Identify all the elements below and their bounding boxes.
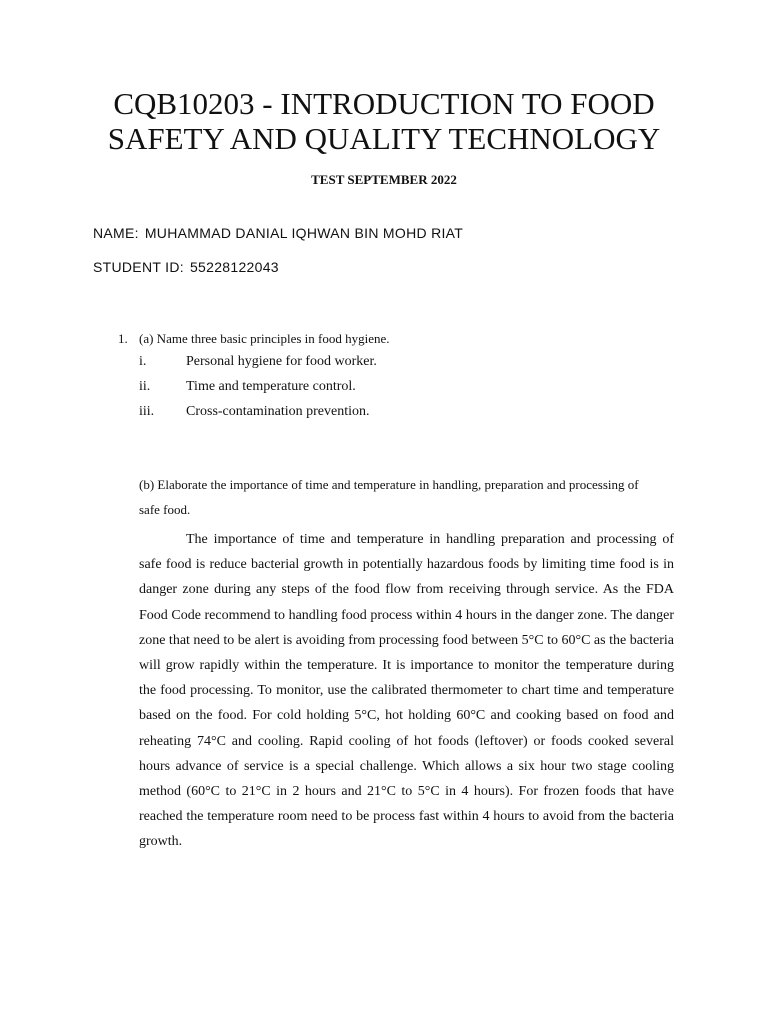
student-id-label: STUDENT ID: (93, 259, 184, 275)
document-title (60, 86, 708, 156)
answer-paragraph: The importance of time and temperature in handling preparation and processing of safe food is reduce bacterial growth in potentially hazardous foods by limiting time food is in danger zone during any steps of the food flow from receiving through service. As the FDA Food Code recommend to handling food process within 4 hours in the danger zone. The danger zone that need to be alert is avoiding from processing food between 5°C to 60°C as the bacteria will grow rapidly within the temperature. It is importance to monitor the temperature during the food processing. To monitor, use the calibrated thermometer to chart time and temperature based on the food. For cold holding 5°C, hot holding 60°C and cooking based on food and reheating 74°C and cooling. Rapid cooling of hot foods (leftover) or foods cooked several hours advance of service is a special challenge. Which allows a six hour two stage cooling method (60°C to 21°C in 2 hours and 21°C to 5°C in 4 hours). For frozen foods that have reached the temperature room need to be process fast within 4 hours to avoid from the bacteria growth. (139, 532, 674, 850)
name-value: MUHAMMAD DANIAL IQHWAN BIN MOHD RIAT (144, 225, 464, 241)
principle-text: Time and temperature control. (186, 379, 356, 394)
student-id-field (93, 259, 279, 275)
name-field (93, 225, 463, 241)
student-id-value: 55228122043 (189, 259, 279, 275)
principle-numeral: ii. (139, 379, 151, 394)
principle-text: Cross-contamination prevention. (186, 404, 370, 419)
principle-text: Personal hygiene for food worker. (186, 354, 377, 369)
test-subtitle: TEST SEPTEMBER 2022 (311, 172, 457, 187)
principle-numeral: i. (139, 354, 147, 369)
title-line-1: CQB10203 - INTRODUCTION TO FOOD (113, 86, 655, 121)
title-line-2: SAFETY AND QUALITY TECHNOLOGY (107, 121, 661, 156)
question-part-b: (b) Elaborate the importance of time and temperature in handling, preparation and processing of safe food. (139, 477, 639, 517)
question-part-a: (a) Name three basic principles in food hygiene. (139, 331, 390, 346)
principle-numeral: iii. (139, 404, 155, 419)
name-label: NAME: (93, 225, 139, 241)
question-number: 1. (118, 331, 128, 346)
